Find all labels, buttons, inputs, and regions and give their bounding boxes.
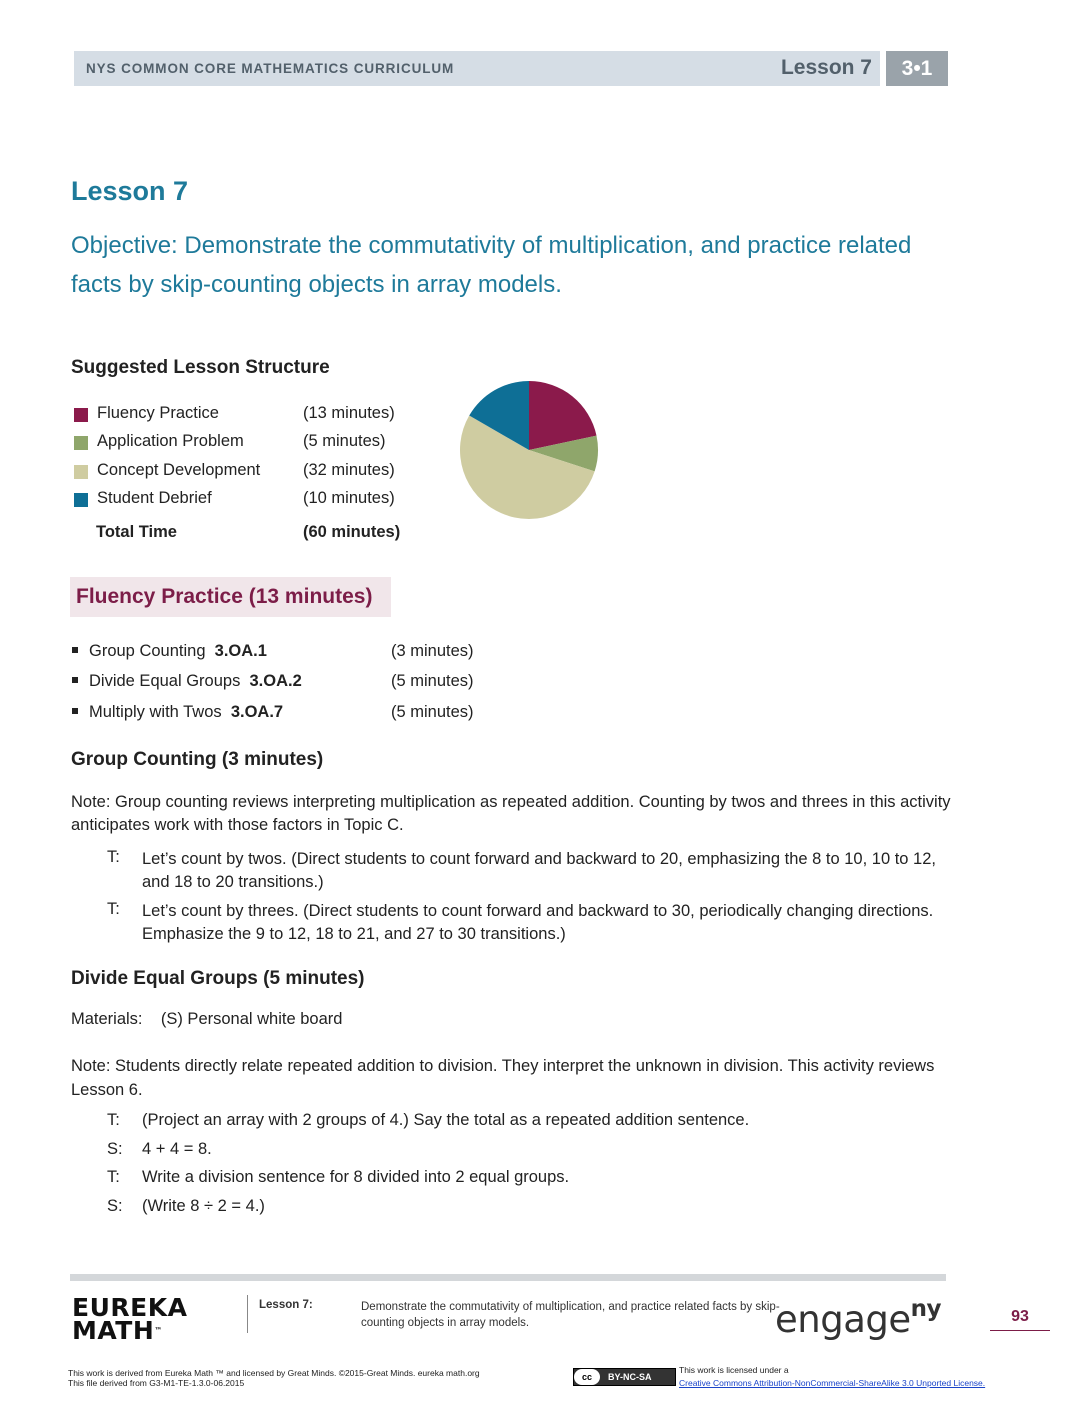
page-number: 93 <box>1011 1308 1029 1325</box>
engage-text: engage <box>775 1298 911 1341</box>
structure-item-label: Student Debrief <box>97 489 212 507</box>
legend-swatch-debrief <box>74 493 88 507</box>
fluency-item-time: (5 minutes) <box>391 672 474 690</box>
eureka-math-logo <box>72 1293 188 1345</box>
credit-line-2: This file derived from G3-M1-TE-1.3.0-06.2015 <box>68 1378 245 1388</box>
structure-item-time: (13 minutes) <box>303 404 395 422</box>
fluency-item <box>89 703 283 722</box>
dialogue-speaker: S: <box>107 1197 123 1215</box>
structure-item-time: (32 minutes) <box>303 461 395 479</box>
dialogue-line: (Project an array with 2 groups of 4.) Say the total as a repeated addition sentence. <box>142 1111 750 1129</box>
divide-groups-heading: Divide Equal Groups (5 minutes) <box>71 968 365 989</box>
total-time-label: Total Time <box>96 523 177 541</box>
bullet-icon <box>72 677 78 683</box>
credit-line-1: This work is derived from Eureka Math ™ and licensed by Great Minds. ©2015-Great Minds. eureka math.org <box>68 1368 480 1378</box>
engageny-logo <box>775 1296 941 1341</box>
legend-swatch-fluency <box>74 408 88 422</box>
fluency-item-time: (5 minutes) <box>391 703 474 721</box>
dialogue-speaker: T: <box>107 848 120 866</box>
logo-tm: ™ <box>154 1326 163 1335</box>
cc-icon: cc <box>574 1369 600 1385</box>
structure-heading: Suggested Lesson Structure <box>71 357 330 378</box>
dialogue-line: 4 + 4 = 8. <box>142 1140 212 1158</box>
legend-swatch-application <box>74 436 88 450</box>
dialogue-line: Let’s count by threes. (Direct students to count forward and backward to 30, periodically changing directions. Emphasize the 9 to 12, 18 to 21, and 27 to 30 transitions.) <box>142 902 934 943</box>
footer-description: Demonstrate the commutativity of multiplication, and practice related facts by skip-counting objects in array models. <box>361 1301 780 1329</box>
curriculum-label: NYS COMMON CORE MATHEMATICS CURRICULUM <box>86 61 455 76</box>
footer-divider <box>247 1295 248 1333</box>
fluency-item <box>89 642 267 661</box>
license-link[interactable]: Creative Commons Attribution-NonCommercial-ShareAlike 3.0 Unported License. <box>679 1378 986 1388</box>
legend-swatch-concept <box>74 465 88 479</box>
divide-groups-note: Note: Students directly relate repeated addition to division. They interpret the unknown in division. This activity reviews Lesson 6. <box>71 1057 935 1099</box>
fluency-item-label: Group Counting <box>89 642 206 660</box>
fluency-item-standard: 3.OA.7 <box>230 703 284 721</box>
footer-lesson-label: Lesson 7: <box>259 1299 313 1311</box>
cc-badge-text: BY-NC-SA <box>608 1372 652 1382</box>
fluency-item <box>89 672 302 691</box>
header-lesson-label: Lesson 7 <box>780 56 872 79</box>
structure-item-time: (5 minutes) <box>303 432 386 450</box>
group-counting-note: Note: Group counting reviews interpreting multiplication as repeated addition. Counting by twos and threes in this activity anticipates work with those factors in Topic C. <box>71 793 951 834</box>
module-badge: 3•1 <box>886 51 948 86</box>
logo-line-2 <box>72 1316 187 1345</box>
cc-license-badge-icon[interactable] <box>573 1368 676 1386</box>
fluency-item-standard: 3.OA.1 <box>214 642 267 660</box>
fluency-item-label: Multiply with Twos <box>89 703 222 721</box>
bullet-icon <box>72 647 78 653</box>
dialogue-line: Let’s count by twos. (Direct students to count forward and backward to 20, emphasizing the 8 to 10, 10 to 12, and 18 to 20 transitions.) <box>142 850 936 891</box>
logo-math-text: MATH <box>72 1316 155 1345</box>
footer-rule <box>70 1274 946 1281</box>
total-time-value: (60 minutes) <box>303 523 401 541</box>
dialogue-line: (Write 8 ÷ 2 = 4.) <box>142 1197 265 1215</box>
license-line: This work is licensed under a <box>679 1365 789 1375</box>
dialogue-line: Write a division sentence for 8 divided into 2 equal groups. <box>142 1168 570 1186</box>
structure-item-time: (10 minutes) <box>303 489 395 507</box>
fluency-item-time: (3 minutes) <box>391 642 474 660</box>
fluency-item-label: Divide Equal Groups <box>89 672 241 690</box>
bullet-icon <box>72 708 78 714</box>
structure-item-label: Application Problem <box>97 432 244 450</box>
materials-line: Materials: (S) Personal white board <box>71 1010 343 1028</box>
group-counting-heading: Group Counting (3 minutes) <box>71 749 324 770</box>
dialogue-speaker: T: <box>107 1168 120 1186</box>
dialogue-speaker: S: <box>107 1140 123 1158</box>
structure-item-label: Concept Development <box>97 461 261 479</box>
dialogue-speaker: T: <box>107 1111 120 1129</box>
fluency-item-standard: 3.OA.2 <box>249 672 302 690</box>
page-number-rule <box>990 1330 1050 1331</box>
dialogue-speaker: T: <box>107 900 120 918</box>
structure-item-label: Fluency Practice <box>97 404 219 422</box>
lesson-title: Lesson 7 <box>71 176 189 206</box>
engage-ny-text: ny <box>910 1296 941 1322</box>
logo-line-1: EUREKA <box>72 1293 188 1322</box>
lesson-objective: Objective: Demonstrate the commutativity of multiplication, and practice related facts by skip-counting objects in array models. <box>71 232 912 298</box>
fluency-heading: Fluency Practice (13 minutes) <box>76 585 373 608</box>
lesson-structure-pie-chart <box>458 379 600 521</box>
